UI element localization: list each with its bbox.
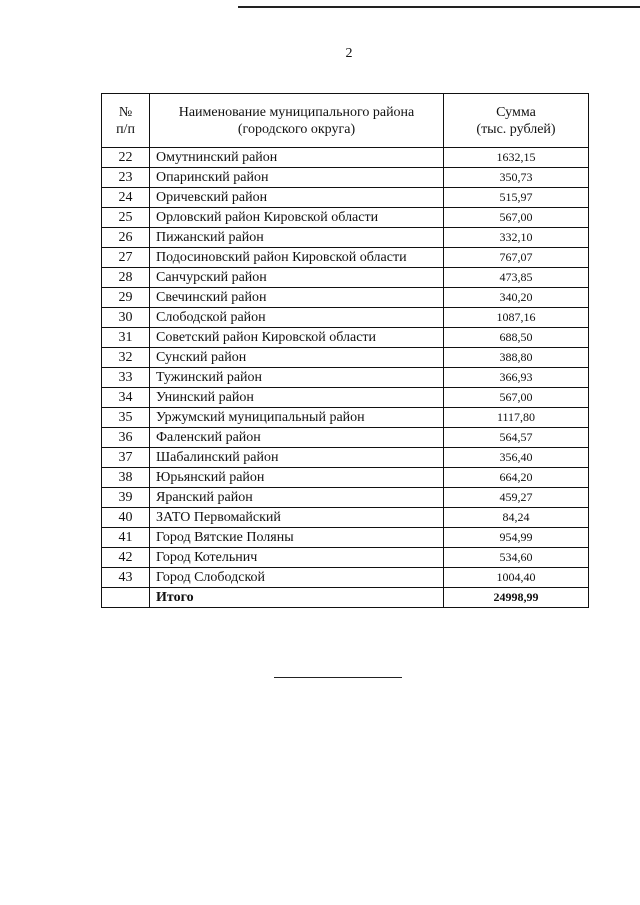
allocation-table-wrapper <box>101 93 589 608</box>
table-row <box>102 308 589 328</box>
amount: 356,40 <box>444 448 589 468</box>
amount: 350,73 <box>444 168 589 188</box>
district-name: Санчурский район <box>150 268 444 288</box>
row-number: 34 <box>102 388 150 408</box>
top-rule <box>238 6 640 8</box>
table-row <box>102 468 589 488</box>
district-name: Сунский район <box>150 348 444 368</box>
header-sum <box>444 94 589 148</box>
amount: 567,00 <box>444 388 589 408</box>
table-row <box>102 388 589 408</box>
total-row <box>102 588 589 608</box>
row-number: 41 <box>102 528 150 548</box>
page-number: 2 <box>345 46 353 61</box>
amount: 767,07 <box>444 248 589 268</box>
table-body <box>102 148 589 608</box>
amount: 84,24 <box>444 508 589 528</box>
row-number: 35 <box>102 408 150 428</box>
row-number: 26 <box>102 228 150 248</box>
header-sum-line-2: (тыс. рублей) <box>476 121 556 137</box>
row-number: 32 <box>102 348 150 368</box>
row-number: 25 <box>102 208 150 228</box>
amount: 1004,40 <box>444 568 589 588</box>
district-name: ЗАТО Первомайский <box>150 508 444 528</box>
total-number <box>102 588 150 608</box>
amount: 473,85 <box>444 268 589 288</box>
table-row <box>102 548 589 568</box>
amount: 567,00 <box>444 208 589 228</box>
header-name-line-2: (городского округа) <box>237 121 356 137</box>
amount: 688,50 <box>444 328 589 348</box>
table-row <box>102 368 589 388</box>
table-row <box>102 568 589 588</box>
row-number: 40 <box>102 508 150 528</box>
district-name: Оричевский район <box>150 188 444 208</box>
amount: 515,97 <box>444 188 589 208</box>
row-number: 31 <box>102 328 150 348</box>
table-row <box>102 148 589 168</box>
table-row <box>102 528 589 548</box>
district-name: Слободской район <box>150 308 444 328</box>
table-row <box>102 208 589 228</box>
district-name: Свечинский район <box>150 288 444 308</box>
row-number: 27 <box>102 248 150 268</box>
amount: 564,57 <box>444 428 589 448</box>
header-num-line-1: № <box>118 104 133 120</box>
district-name: Яранский район <box>150 488 444 508</box>
district-name: Уржумский муниципальный район <box>150 408 444 428</box>
district-name: Подосиновский район Кировской области <box>150 248 444 268</box>
district-name: Юрьянский район <box>150 468 444 488</box>
table-row <box>102 228 589 248</box>
amount: 534,60 <box>444 548 589 568</box>
row-number: 29 <box>102 288 150 308</box>
table-row <box>102 508 589 528</box>
row-number: 37 <box>102 448 150 468</box>
amount: 954,99 <box>444 528 589 548</box>
total-amount: 24998,99 <box>444 588 589 608</box>
bottom-rule <box>274 677 402 678</box>
amount: 1632,15 <box>444 148 589 168</box>
amount: 340,20 <box>444 288 589 308</box>
row-number: 39 <box>102 488 150 508</box>
table-row <box>102 188 589 208</box>
row-number: 28 <box>102 268 150 288</box>
table-row <box>102 268 589 288</box>
header-name <box>150 94 444 148</box>
row-number: 42 <box>102 548 150 568</box>
table-row <box>102 288 589 308</box>
total-label: Итого <box>150 588 444 608</box>
header-sum-line-1: Сумма <box>496 104 536 120</box>
table-row <box>102 408 589 428</box>
district-name: Тужинский район <box>150 368 444 388</box>
district-name: Пижанский район <box>150 228 444 248</box>
row-number: 36 <box>102 428 150 448</box>
amount: 1087,16 <box>444 308 589 328</box>
allocation-table <box>101 93 589 608</box>
header-num-line-2: п/п <box>116 121 135 137</box>
district-name: Шабалинский район <box>150 448 444 468</box>
table-row <box>102 348 589 368</box>
row-number: 24 <box>102 188 150 208</box>
table-header-row <box>102 94 589 148</box>
header-num <box>102 94 150 148</box>
row-number: 33 <box>102 368 150 388</box>
row-number: 38 <box>102 468 150 488</box>
row-number: 23 <box>102 168 150 188</box>
table-row <box>102 488 589 508</box>
row-number: 30 <box>102 308 150 328</box>
amount: 664,20 <box>444 468 589 488</box>
amount: 332,10 <box>444 228 589 248</box>
amount: 366,93 <box>444 368 589 388</box>
row-number: 43 <box>102 568 150 588</box>
district-name: Советский район Кировской области <box>150 328 444 348</box>
table-row <box>102 168 589 188</box>
district-name: Опаринский район <box>150 168 444 188</box>
table-row <box>102 328 589 348</box>
district-name: Орловский район Кировской области <box>150 208 444 228</box>
amount: 388,80 <box>444 348 589 368</box>
district-name: Унинский район <box>150 388 444 408</box>
district-name: Омутнинский район <box>150 148 444 168</box>
table-row <box>102 448 589 468</box>
amount: 1117,80 <box>444 408 589 428</box>
table-row <box>102 248 589 268</box>
district-name: Фаленский район <box>150 428 444 448</box>
row-number: 22 <box>102 148 150 168</box>
district-name: Город Слободской <box>150 568 444 588</box>
header-name-line-1: Наименование муниципального района <box>178 104 415 120</box>
district-name: Город Котельнич <box>150 548 444 568</box>
amount: 459,27 <box>444 488 589 508</box>
district-name: Город Вятские Поляны <box>150 528 444 548</box>
table-row <box>102 428 589 448</box>
